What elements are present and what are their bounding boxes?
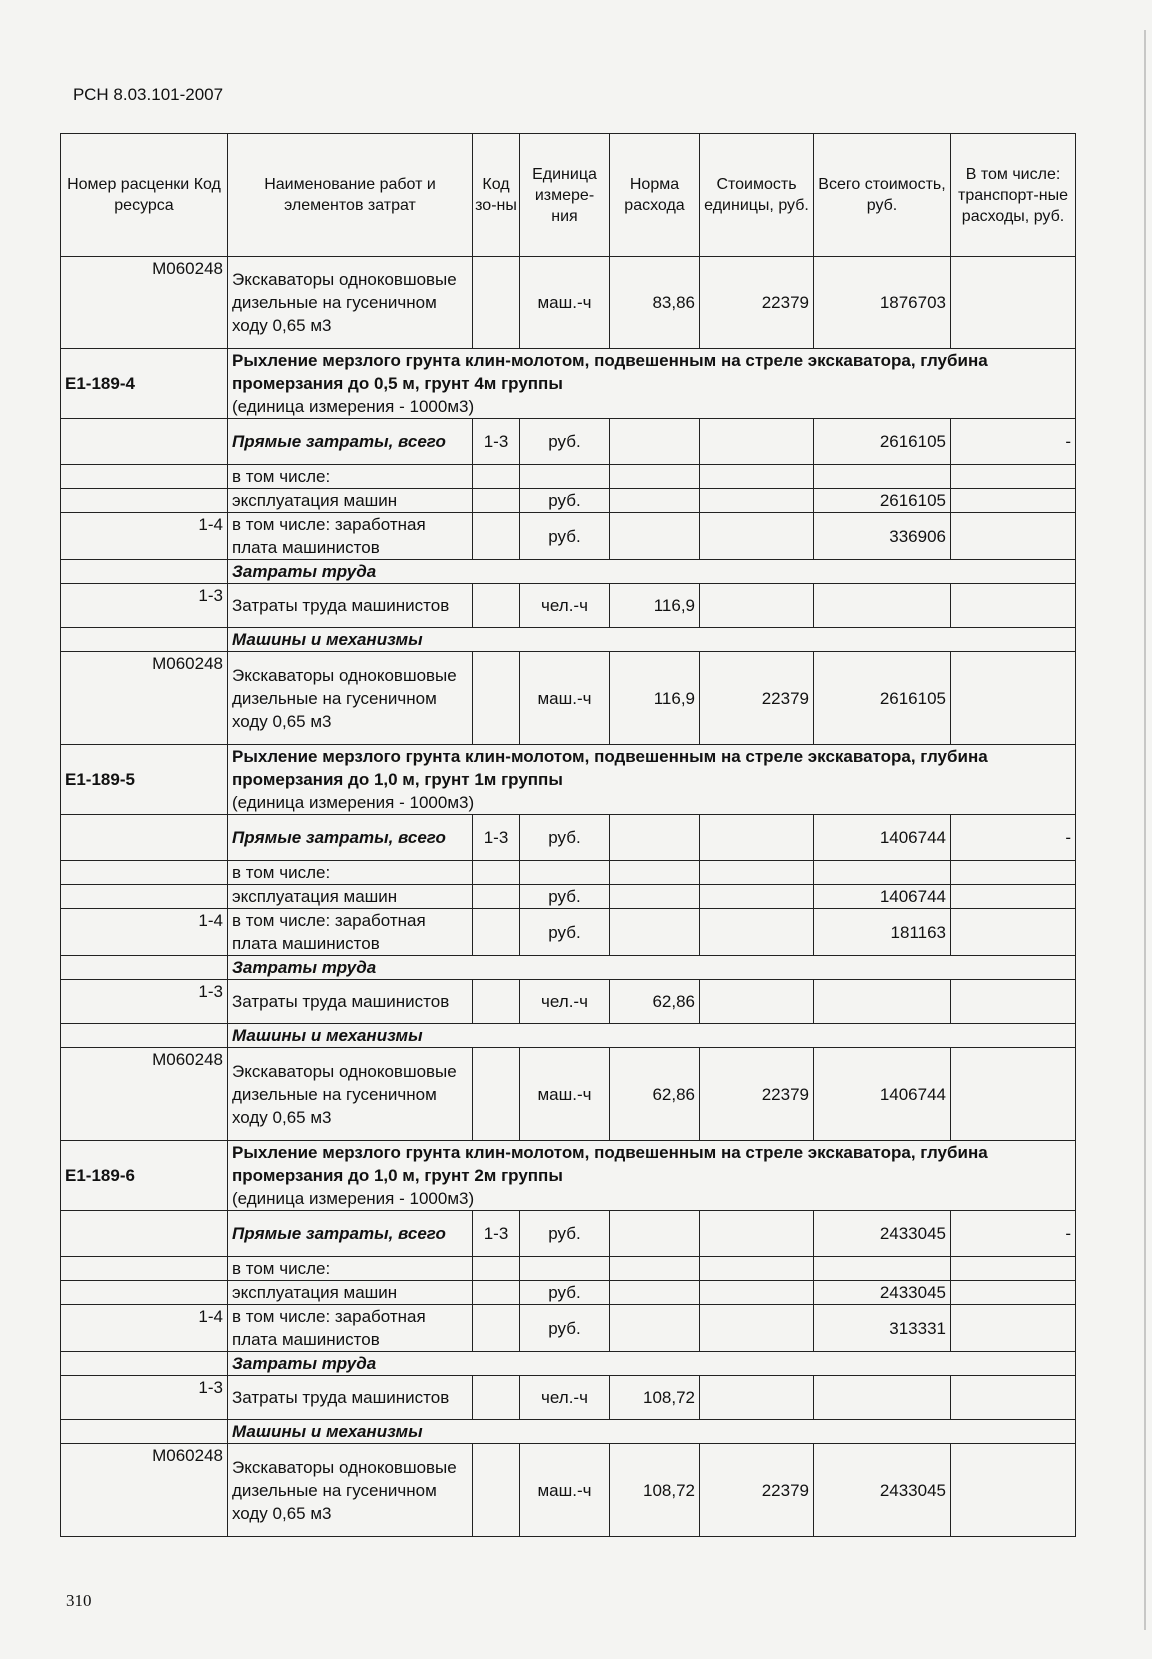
row-code: 1-4 bbox=[61, 909, 228, 956]
header-row bbox=[61, 134, 1076, 257]
machines-category: Машины и механизмы bbox=[228, 1420, 1076, 1444]
row-code bbox=[61, 956, 228, 980]
row-unit bbox=[520, 861, 610, 885]
machines-category: Машины и механизмы bbox=[228, 1024, 1076, 1048]
row-total: 1406744 bbox=[814, 885, 951, 909]
machine-name: Экскаваторы одноковшовые дизельные на гусеничном ходу 0,65 м3 bbox=[228, 1444, 473, 1537]
row-zone bbox=[473, 1376, 520, 1420]
row-total: 2433045 bbox=[814, 1444, 951, 1537]
row-unit-cost bbox=[700, 909, 814, 956]
row-transport bbox=[951, 489, 1076, 513]
row-zone bbox=[473, 885, 520, 909]
row-norm bbox=[610, 815, 700, 861]
row-unit: руб. bbox=[520, 513, 610, 560]
labor-category: Затраты труда bbox=[228, 956, 1076, 980]
row-transport bbox=[951, 257, 1076, 349]
header-transport: В том числе: транспорт-ные расходы, руб. bbox=[951, 134, 1076, 257]
row-zone bbox=[473, 1048, 520, 1141]
section-title-cell bbox=[228, 1141, 1076, 1211]
row-norm bbox=[610, 465, 700, 489]
row-total bbox=[814, 1257, 951, 1281]
table-row bbox=[61, 1444, 1076, 1537]
labor-category: Затраты труда bbox=[228, 560, 1076, 584]
row-unit: руб. bbox=[520, 1211, 610, 1257]
row-code: 1-3 bbox=[61, 584, 228, 628]
table-row bbox=[61, 465, 1076, 489]
row-zone bbox=[473, 980, 520, 1024]
row-norm: 62,86 bbox=[610, 980, 700, 1024]
wage-label: в том числе: заработная плата машинистов bbox=[228, 513, 473, 560]
row-code: 1-4 bbox=[61, 513, 228, 560]
machine-operation-label: эксплуатация машин bbox=[228, 885, 473, 909]
row-zone bbox=[473, 1444, 520, 1537]
row-code bbox=[61, 560, 228, 584]
row-unit-cost bbox=[700, 465, 814, 489]
machine-operation-label: эксплуатация машин bbox=[228, 489, 473, 513]
row-transport bbox=[951, 584, 1076, 628]
labor-label: Затраты труда машинистов bbox=[228, 980, 473, 1024]
row-code: М060248 bbox=[61, 1048, 228, 1141]
row-transport bbox=[951, 1376, 1076, 1420]
row-zone bbox=[473, 465, 520, 489]
row-unit: маш.-ч bbox=[520, 1444, 610, 1537]
row-unit: руб. bbox=[520, 1305, 610, 1352]
row-norm bbox=[610, 1305, 700, 1352]
table-row bbox=[61, 584, 1076, 628]
row-norm bbox=[610, 885, 700, 909]
row-code: 1-4 bbox=[61, 1305, 228, 1352]
including-label: в том числе: bbox=[228, 465, 473, 489]
row-unit: руб. bbox=[520, 1281, 610, 1305]
section-code: Е1-189-4 bbox=[61, 349, 228, 419]
row-unit-cost: 22379 bbox=[700, 652, 814, 745]
machine-name: Экскаваторы одноковшовые дизельные на гусеничном ходу 0,65 м3 bbox=[228, 1048, 473, 1141]
row-zone bbox=[473, 861, 520, 885]
row-total bbox=[814, 980, 951, 1024]
row-name: Экскаваторы одноковшовые дизельные на гусеничном ходу 0,65 м3 bbox=[228, 257, 473, 349]
row-zone: 1-3 bbox=[473, 815, 520, 861]
table-row bbox=[61, 419, 1076, 465]
row-unit-cost bbox=[700, 815, 814, 861]
row-unit: руб. bbox=[520, 419, 610, 465]
rates-table bbox=[60, 133, 1076, 1537]
row-code bbox=[61, 1352, 228, 1376]
page-number: 310 bbox=[66, 1591, 92, 1610]
row-zone bbox=[473, 909, 520, 956]
row-transport bbox=[951, 909, 1076, 956]
row-total: 313331 bbox=[814, 1305, 951, 1352]
table-row bbox=[61, 652, 1076, 745]
row-unit-cost bbox=[700, 489, 814, 513]
row-unit-cost bbox=[700, 419, 814, 465]
row-norm bbox=[610, 419, 700, 465]
row-transport bbox=[951, 513, 1076, 560]
row-total: 2433045 bbox=[814, 1281, 951, 1305]
section-title: Рыхление мерзлого грунта клин-молотом, подвешенным на стреле экскаватора, глубина промерзания до 0,5 м, грунт 4м группы bbox=[232, 351, 988, 393]
row-total: 2433045 bbox=[814, 1211, 951, 1257]
header-total: Всего стоимость, руб. bbox=[814, 134, 951, 257]
row-norm bbox=[610, 513, 700, 560]
section-title-cell bbox=[228, 349, 1076, 419]
row-norm bbox=[610, 1211, 700, 1257]
section-unit-note: (единица измерения - 1000м3) bbox=[232, 793, 475, 812]
table-row bbox=[61, 1420, 1076, 1444]
row-total bbox=[814, 465, 951, 489]
row-transport bbox=[951, 1444, 1076, 1537]
row-norm: 108,72 bbox=[610, 1444, 700, 1537]
row-total: 2616105 bbox=[814, 419, 951, 465]
row-code bbox=[61, 628, 228, 652]
row-norm: 116,9 bbox=[610, 652, 700, 745]
table-row bbox=[61, 349, 1076, 419]
row-norm bbox=[610, 1281, 700, 1305]
row-unit-cost bbox=[700, 584, 814, 628]
header-name: Наименование работ и элементов затрат bbox=[228, 134, 473, 257]
table-row bbox=[61, 1141, 1076, 1211]
row-code bbox=[61, 861, 228, 885]
header-unit: Единица измере-ния bbox=[520, 134, 610, 257]
header-norm: Норма расхода bbox=[610, 134, 700, 257]
table-row bbox=[61, 1024, 1076, 1048]
row-unit-cost bbox=[700, 861, 814, 885]
row-zone: 1-3 bbox=[473, 419, 520, 465]
row-code bbox=[61, 465, 228, 489]
table-row bbox=[61, 815, 1076, 861]
section-code: Е1-189-5 bbox=[61, 745, 228, 815]
row-total bbox=[814, 861, 951, 885]
row-code bbox=[61, 419, 228, 465]
row-unit-cost bbox=[700, 980, 814, 1024]
wage-label: в том числе: заработная плата машинистов bbox=[228, 1305, 473, 1352]
table-row bbox=[61, 628, 1076, 652]
header-code: Номер расценки Код ресурса bbox=[61, 134, 228, 257]
row-transport bbox=[951, 885, 1076, 909]
row-unit-cost bbox=[700, 1305, 814, 1352]
row-total: 181163 bbox=[814, 909, 951, 956]
row-total: 2616105 bbox=[814, 489, 951, 513]
row-norm bbox=[610, 489, 700, 513]
row-unit bbox=[520, 1257, 610, 1281]
row-transport bbox=[951, 861, 1076, 885]
row-norm bbox=[610, 909, 700, 956]
row-unit: маш.-ч bbox=[520, 652, 610, 745]
row-zone bbox=[473, 257, 520, 349]
table-body bbox=[61, 257, 1076, 1537]
row-unit-cost bbox=[700, 1281, 814, 1305]
table-row bbox=[61, 1257, 1076, 1281]
section-title: Рыхление мерзлого грунта клин-молотом, подвешенным на стреле экскаватора, глубина промерзания до 1,0 м, грунт 2м группы bbox=[232, 1143, 988, 1185]
row-unit bbox=[520, 465, 610, 489]
row-total bbox=[814, 1376, 951, 1420]
row-transport: - bbox=[951, 1211, 1076, 1257]
row-unit: руб. bbox=[520, 885, 610, 909]
header-zone: Код зо-ны bbox=[473, 134, 520, 257]
row-transport bbox=[951, 1048, 1076, 1141]
row-code bbox=[61, 1257, 228, 1281]
row-norm: 62,86 bbox=[610, 1048, 700, 1141]
row-transport: - bbox=[951, 419, 1076, 465]
row-unit: чел.-ч bbox=[520, 1376, 610, 1420]
row-transport bbox=[951, 980, 1076, 1024]
row-total bbox=[814, 584, 951, 628]
section-unit-note: (единица измерения - 1000м3) bbox=[232, 397, 475, 416]
table-row bbox=[61, 1352, 1076, 1376]
row-zone bbox=[473, 1257, 520, 1281]
row-unit: маш.-ч bbox=[520, 257, 610, 349]
row-norm: 116,9 bbox=[610, 584, 700, 628]
row-unit-cost bbox=[700, 1211, 814, 1257]
table-row bbox=[61, 513, 1076, 560]
table-row bbox=[61, 1376, 1076, 1420]
including-label: в том числе: bbox=[228, 861, 473, 885]
row-code: М060248 bbox=[61, 652, 228, 745]
row-unit: чел.-ч bbox=[520, 980, 610, 1024]
row-code bbox=[61, 1420, 228, 1444]
header-unit-cost: Стоимость единицы, руб. bbox=[700, 134, 814, 257]
document-code: РСН 8.03.101-2007 bbox=[73, 85, 224, 104]
row-code: М060248 bbox=[61, 1444, 228, 1537]
row-total: 336906 bbox=[814, 513, 951, 560]
row-unit-cost bbox=[700, 1257, 814, 1281]
including-label: в том числе: bbox=[228, 1257, 473, 1281]
section-unit-note: (единица измерения - 1000м3) bbox=[232, 1189, 475, 1208]
table-row bbox=[61, 1305, 1076, 1352]
row-transport bbox=[951, 1257, 1076, 1281]
row-zone bbox=[473, 513, 520, 560]
row-unit: руб. bbox=[520, 815, 610, 861]
row-code bbox=[61, 1211, 228, 1257]
machine-name: Экскаваторы одноковшовые дизельные на гусеничном ходу 0,65 м3 bbox=[228, 652, 473, 745]
table-row bbox=[61, 560, 1076, 584]
row-norm bbox=[610, 861, 700, 885]
row-zone bbox=[473, 489, 520, 513]
row-unit-cost: 22379 bbox=[700, 257, 814, 349]
row-total: 2616105 bbox=[814, 652, 951, 745]
row-unit: руб. bbox=[520, 909, 610, 956]
table-row bbox=[61, 885, 1076, 909]
table-row bbox=[61, 745, 1076, 815]
table-row bbox=[61, 861, 1076, 885]
row-norm: 108,72 bbox=[610, 1376, 700, 1420]
table-row bbox=[61, 909, 1076, 956]
row-code: 1-3 bbox=[61, 1376, 228, 1420]
row-unit: маш.-ч bbox=[520, 1048, 610, 1141]
row-transport bbox=[951, 1305, 1076, 1352]
row-zone bbox=[473, 1305, 520, 1352]
table-row bbox=[61, 489, 1076, 513]
row-unit: чел.-ч bbox=[520, 584, 610, 628]
table-row bbox=[61, 257, 1076, 349]
row-unit-cost bbox=[700, 885, 814, 909]
table-row bbox=[61, 956, 1076, 980]
row-zone bbox=[473, 584, 520, 628]
machine-operation-label: эксплуатация машин bbox=[228, 1281, 473, 1305]
table-row bbox=[61, 1048, 1076, 1141]
row-total: 1406744 bbox=[814, 1048, 951, 1141]
row-code bbox=[61, 1024, 228, 1048]
row-zone bbox=[473, 652, 520, 745]
row-code bbox=[61, 815, 228, 861]
row-code: 1-3 bbox=[61, 980, 228, 1024]
row-transport bbox=[951, 1281, 1076, 1305]
row-transport bbox=[951, 465, 1076, 489]
row-unit-cost: 22379 bbox=[700, 1444, 814, 1537]
row-transport: - bbox=[951, 815, 1076, 861]
row-transport bbox=[951, 652, 1076, 745]
wage-label: в том числе: заработная плата машинистов bbox=[228, 909, 473, 956]
row-norm: 83,86 bbox=[610, 257, 700, 349]
row-unit: руб. bbox=[520, 489, 610, 513]
table-row bbox=[61, 980, 1076, 1024]
row-unit-cost: 22379 bbox=[700, 1048, 814, 1141]
row-code bbox=[61, 489, 228, 513]
table-row bbox=[61, 1281, 1076, 1305]
labor-label: Затраты труда машинистов bbox=[228, 584, 473, 628]
table-row bbox=[61, 1211, 1076, 1257]
machines-category: Машины и механизмы bbox=[228, 628, 1076, 652]
direct-costs-label: Прямые затраты, всего bbox=[228, 815, 473, 861]
scan-edge bbox=[1144, 30, 1152, 1630]
row-total: 1406744 bbox=[814, 815, 951, 861]
section-title-cell bbox=[228, 745, 1076, 815]
row-code bbox=[61, 1281, 228, 1305]
direct-costs-label: Прямые затраты, всего bbox=[228, 1211, 473, 1257]
labor-category: Затраты труда bbox=[228, 1352, 1076, 1376]
labor-label: Затраты труда машинистов bbox=[228, 1376, 473, 1420]
row-unit-cost bbox=[700, 1376, 814, 1420]
section-title: Рыхление мерзлого грунта клин-молотом, подвешенным на стреле экскаватора, глубина промерзания до 1,0 м, грунт 1м группы bbox=[232, 747, 988, 789]
section-code: Е1-189-6 bbox=[61, 1141, 228, 1211]
direct-costs-label: Прямые затраты, всего bbox=[228, 419, 473, 465]
row-unit-cost bbox=[700, 513, 814, 560]
row-total: 1876703 bbox=[814, 257, 951, 349]
row-zone: 1-3 bbox=[473, 1211, 520, 1257]
row-code bbox=[61, 885, 228, 909]
row-norm bbox=[610, 1257, 700, 1281]
row-zone bbox=[473, 1281, 520, 1305]
row-code: М060248 bbox=[61, 257, 228, 349]
